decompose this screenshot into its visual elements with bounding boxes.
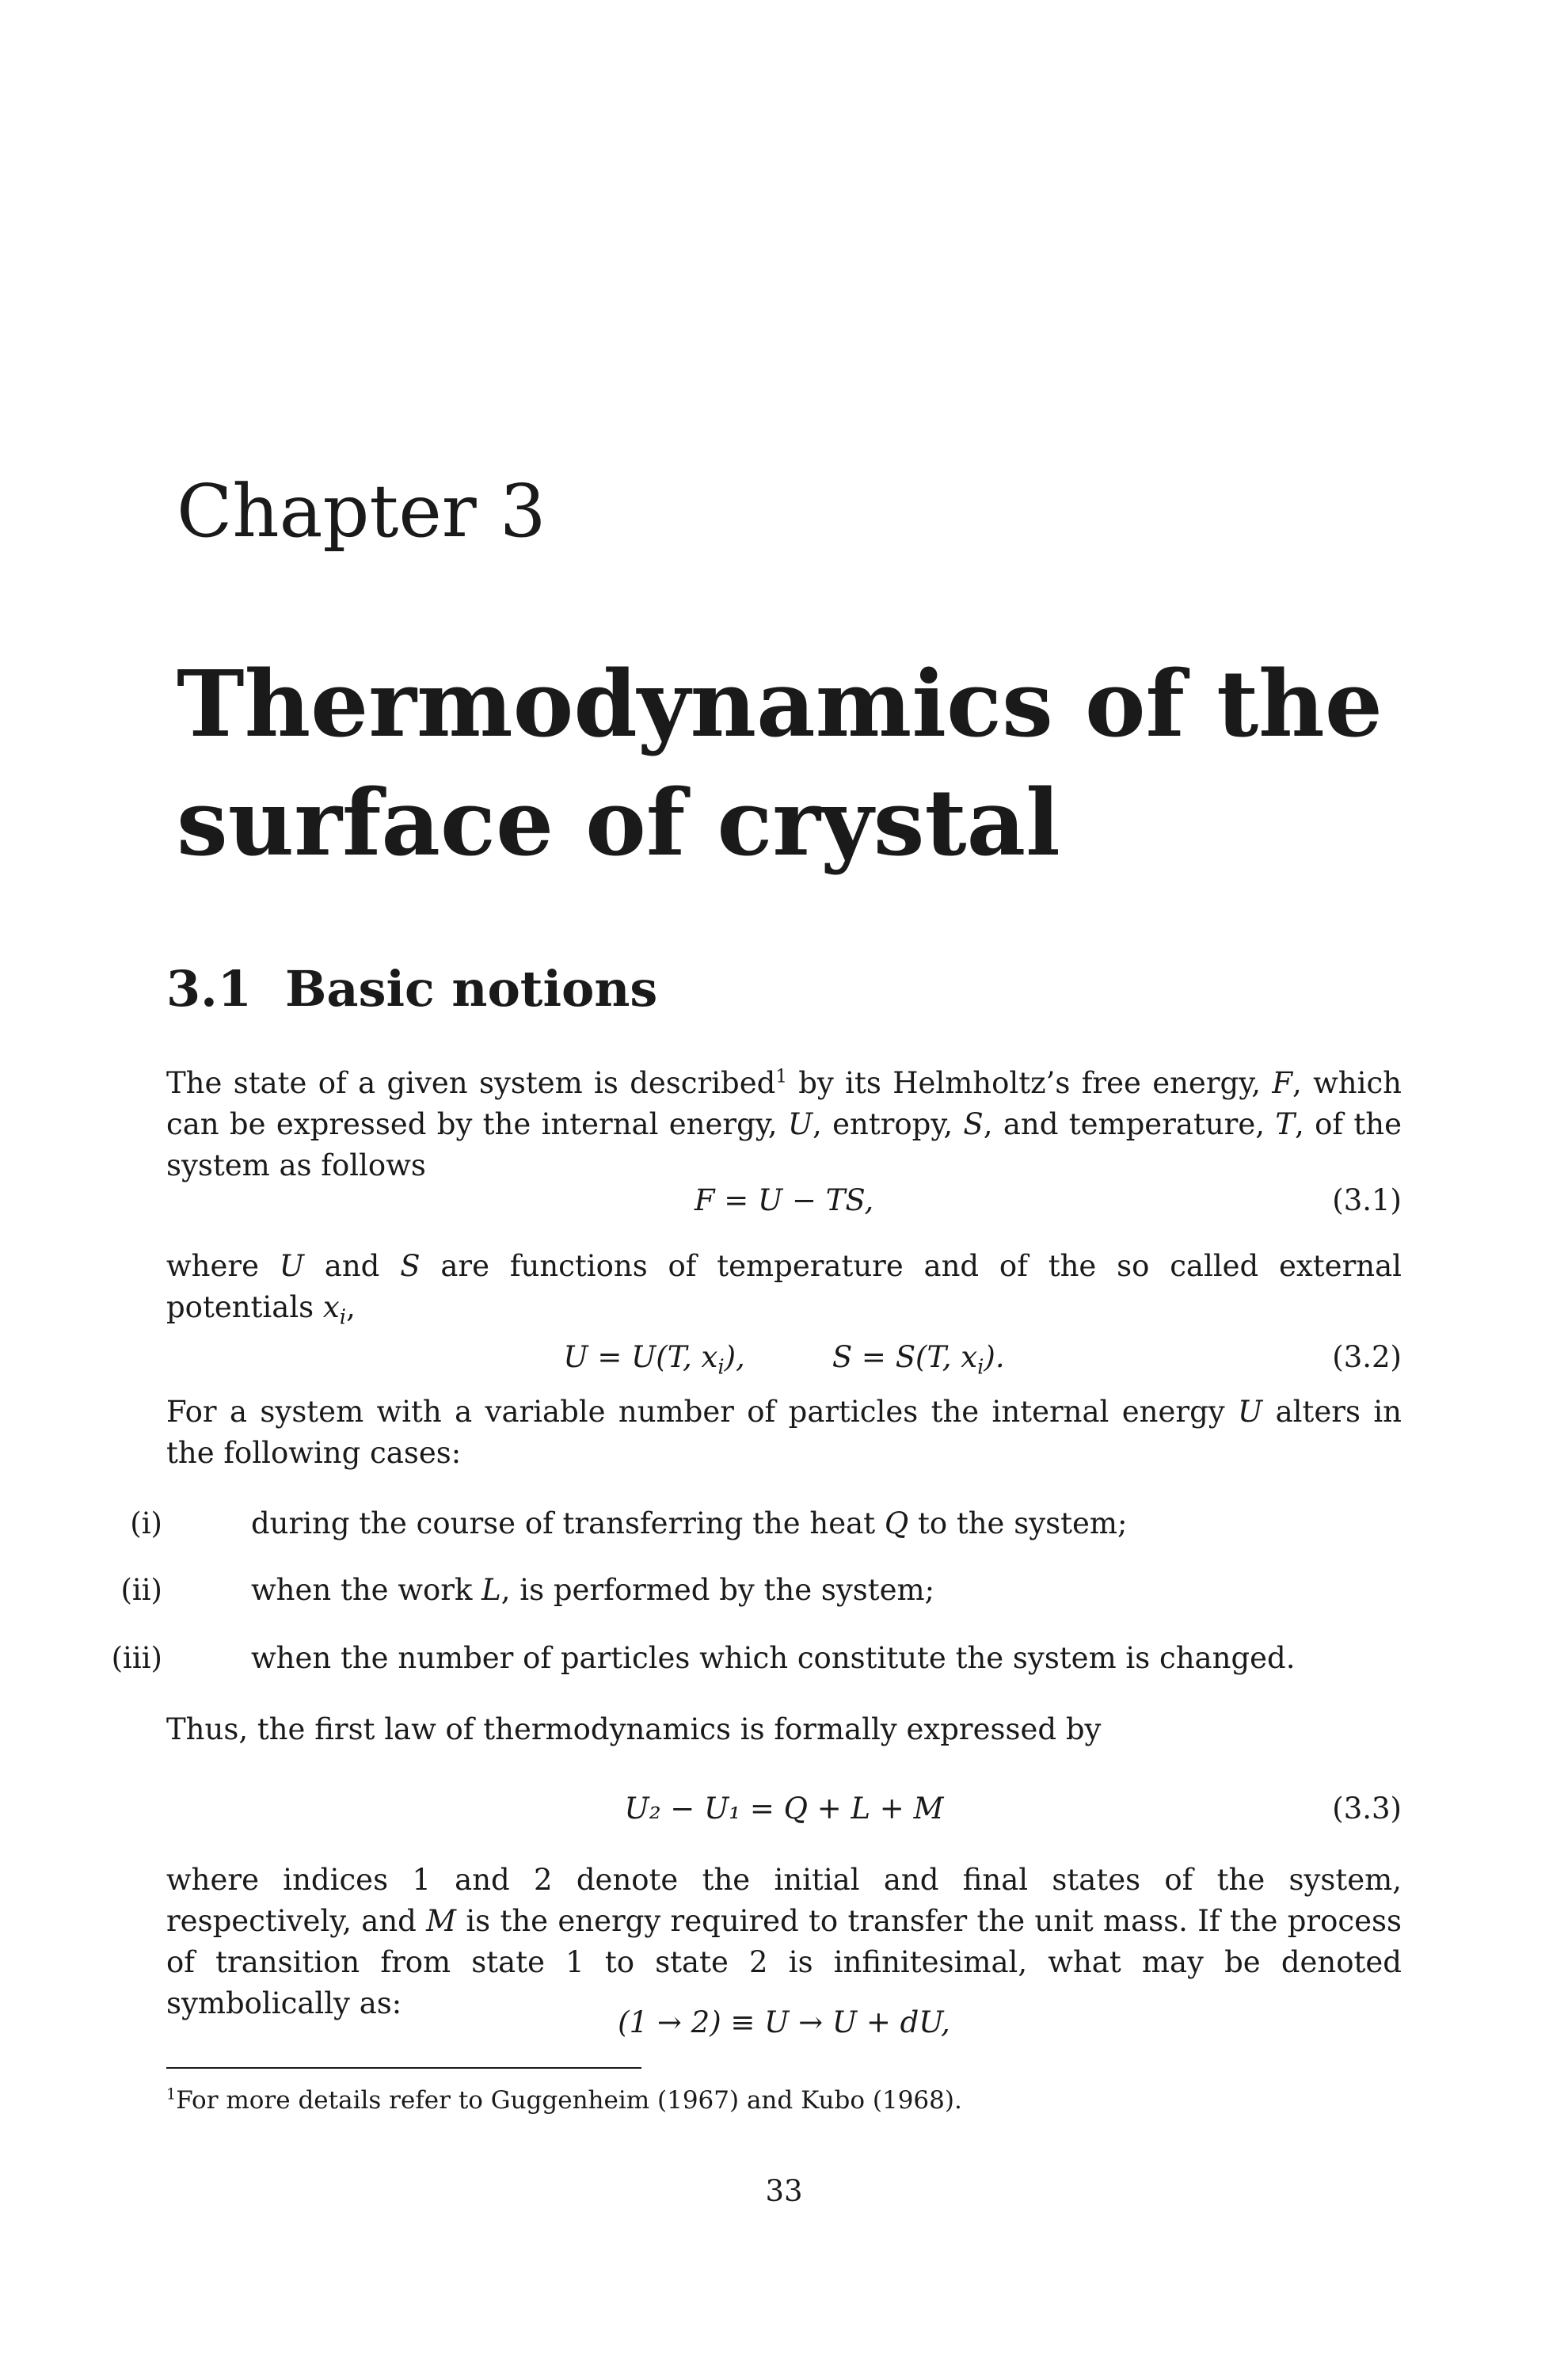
equation-expression: U = U(T, $x_i$), S = S(T, $x_i$). [563,1340,1005,1380]
footnote [166,2083,962,2118]
list-item-label: (ii) [120,1573,162,1607]
footnote-text: For more details refer to Guggenheim (1967) and Kubo (1968). [176,2086,962,2115]
footnote-mark: 1 [166,2085,177,2104]
equation-3-3 [166,1788,1402,1830]
paragraph-5: where indices 1 and 2 denote the initial and final states of the system, respectively, and M is the energy required to transfer the unit mass. If the process of transition from state 1 to state 2 is infinitesimal, what may be denoted symbolically as: [166,1863,1402,2020]
list-item-text: when the work L, is performed by the system; [251,1573,935,1607]
chapter-title [177,645,1383,883]
equation-expression: (1 → 2) ≡ U → U + dU, [618,2005,950,2039]
paragraph-1: The state of a given system is described$^1$ by its Helmholtz’s free energy, F, which can be expressed by the internal energy, U, entropy, S, and temperature, T, of the system as follows [166,1066,1402,1182]
paragraph-4: Thus, the first law of thermodynamics is formally expressed by [166,1712,1102,1746]
equation-number: (3.3) [1332,1792,1402,1826]
chapter-title-line2: surface of crystal [177,770,1060,877]
section-title: Basic notions [285,960,658,1018]
chapter-title-line1: Thermodynamics of the [177,651,1383,758]
footnote-reference: 1 [775,1066,787,1087]
list-item-label: (i) [130,1506,162,1540]
paragraph-3: For a system with a variable number of particles the internal energy U alters in the following cases: [166,1395,1402,1470]
equation-number: (3.2) [1332,1340,1402,1374]
paragraph-2: where U and S are functions of temperature and of the so called external potentials $x_i$, [166,1249,1402,1330]
page-number: 33 [765,2174,803,2208]
chapter-label: Chapter 3 [177,469,546,554]
equation-number: (3.1) [1332,1183,1402,1217]
section-number: 3.1 [166,960,252,1018]
list-item-text: when the number of particles which constitute the system is changed. [251,1641,1296,1675]
equation-3-1 [166,1180,1402,1221]
footnote-divider [166,2067,641,2069]
equation-expression: F = U − TS, [694,1183,874,1217]
equation-expression: U₂ − U₁ = Q + L + M [624,1792,944,1826]
equation-3-2 [166,1337,1402,1378]
list-item-text: during the course of transferring the heat Q to the system; [251,1506,1128,1540]
equation-transition [166,2002,1402,2043]
list-item-label: (iii) [111,1641,162,1675]
section-heading [166,960,658,1018]
